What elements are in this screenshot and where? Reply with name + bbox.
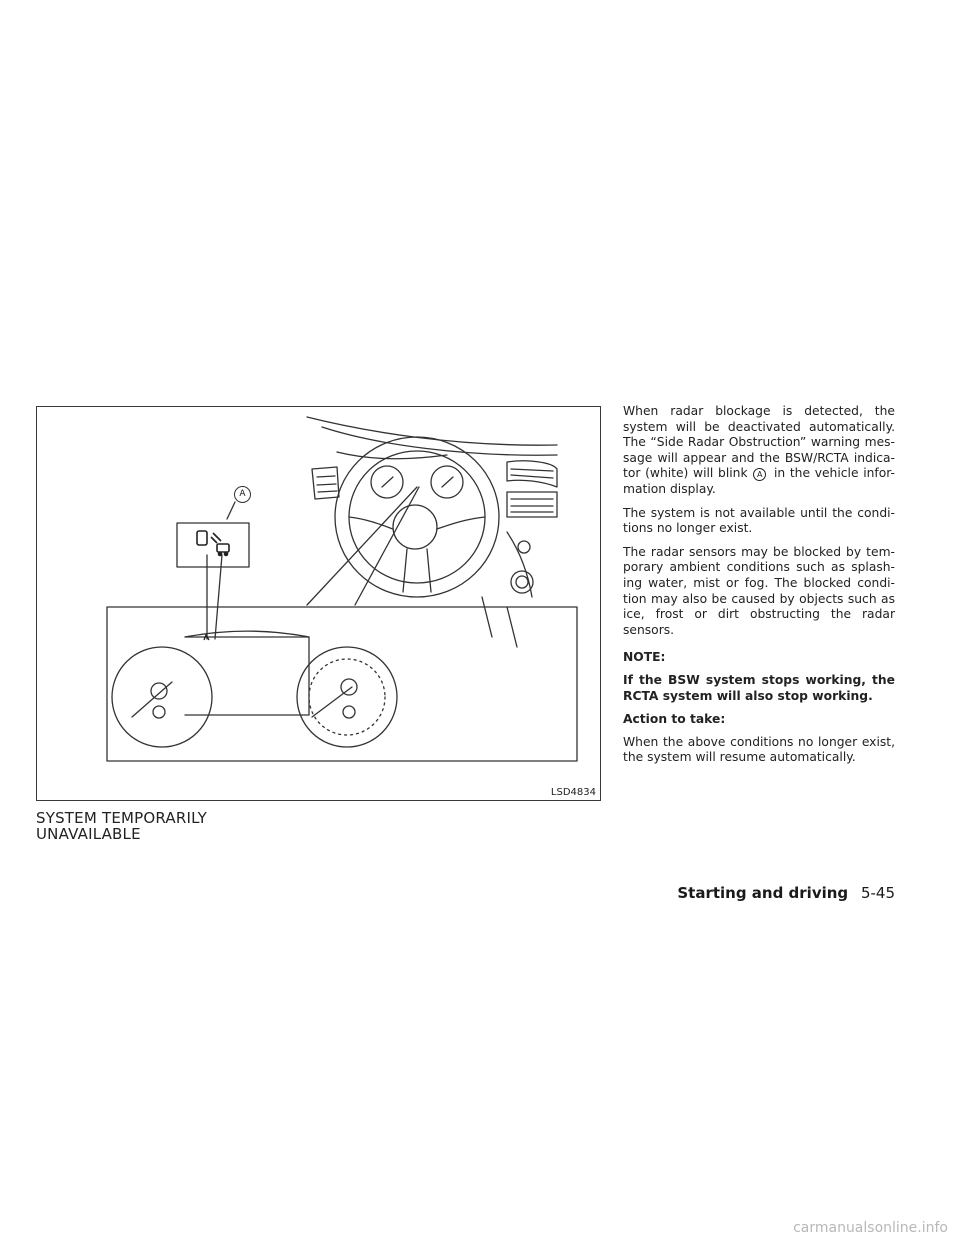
figure-code: LSD4834 (550, 787, 596, 798)
start-button (511, 571, 533, 593)
body-text-column (623, 404, 895, 774)
callout-line-left (307, 487, 417, 605)
bsw-rcta-indicator-icon (197, 531, 229, 556)
speedometer-gauge (112, 647, 212, 747)
action-text: When the above conditions no longer exist, the system will resume automatically. (623, 734, 895, 765)
callout-line-right (355, 487, 419, 605)
vehicle-information-display (185, 637, 309, 715)
console-knob (518, 541, 530, 553)
figure-callout-a: A (234, 486, 251, 503)
section-heading (36, 810, 336, 842)
action-label: Action to take: (623, 712, 726, 727)
paragraph-not-available: The system is not available until the condi-tions no longer exist. (623, 505, 895, 536)
right-air-vent (507, 461, 557, 487)
steering-wheel-hub (393, 505, 437, 549)
indicator-panel (177, 523, 249, 567)
indicator-callout-a-marker: A (753, 468, 766, 481)
section-heading-line2: UNAVAILABLE (36, 825, 141, 843)
left-air-vent (312, 467, 339, 499)
note-text: If the BSW system stops working, the RCTA system will also stop working. (623, 672, 895, 703)
paragraph-radar-sensors: The radar sensors may be blocked by tem-porary ambient conditions such as splash-ing water, mist or fog. The blocked condi-tion may also be caused by objects such as ice, frost or dirt obstructing the radar sensors. (623, 544, 895, 637)
paragraph-radar-blockage-end: in the vehicle infor-mation display. (623, 466, 895, 496)
paragraph-radar-blockage (623, 404, 895, 498)
tachometer-gauge (297, 647, 397, 747)
steering-wheel-rim (335, 437, 499, 597)
note-label: NOTE: (623, 650, 666, 665)
page-footer (677, 884, 895, 902)
watermark: carmanualsonline.info (793, 1220, 948, 1236)
paragraph-radar-blockage-start: When radar blockage is detected, the system will be deactivated automatically. The “Side Radar Obstruction” warning mes-sage will appear and the BSW/RCTA indica-tor (white) will blink (623, 404, 895, 481)
chapter-title: Starting and driving (677, 884, 849, 902)
section-heading-line1: SYSTEM TEMPORARILY (36, 809, 208, 827)
page-number: 5-45 (860, 884, 895, 902)
dashboard-illustration (36, 406, 601, 801)
dashboard-drawing (37, 407, 601, 801)
dash-outline-top (307, 417, 557, 445)
